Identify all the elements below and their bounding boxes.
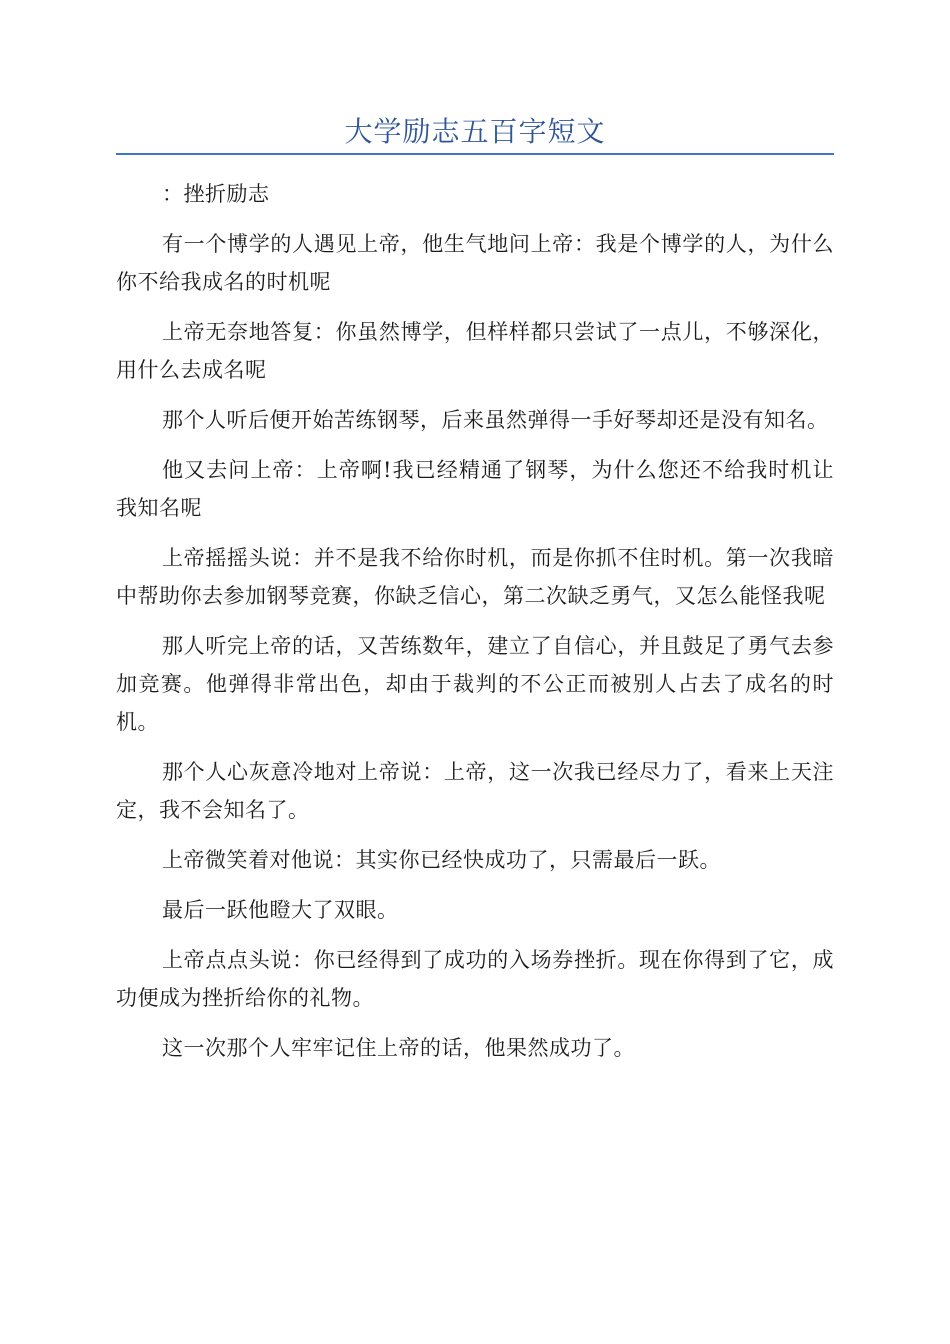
paragraph: 那人听完上帝的话，又苦练数年，建立了自信心，并且鼓足了勇气去参加竞赛。他弹得非常出色，却由于裁判的不公正而被别人占去了成名的时机。 (116, 634, 834, 734)
paragraph: 有一个博学的人遇见上帝，他生气地问上帝：我是个博学的人，为什么你不给我成名的时机呢 (116, 232, 834, 294)
paragraph-subtitle: ：挫折励志 (162, 182, 270, 206)
document-title: 大学励志五百字短文 (344, 115, 606, 148)
paragraph: 那个人心灰意冷地对上帝说：上帝，这一次我已经尽力了，看来上天注定，我不会知名了。 (116, 760, 834, 822)
paragraph: 上帝摇摇头说：并不是我不给你时机，而是你抓不住时机。第一次我暗中帮助你去参加钢琴竞赛，你缺乏信心，第二次缺乏勇气，又怎么能怪我呢 (116, 546, 834, 608)
document-body (116, 175, 834, 1079)
paragraph: 上帝点点头说：你已经得到了成功的入场券挫折。现在你得到了它，成功便成为挫折给你的礼物。 (116, 948, 834, 1010)
paragraph: 上帝无奈地答复：你虽然博学，但样样都只尝试了一点儿，不够深化，用什么去成名呢 (116, 320, 834, 382)
paragraph: 上帝微笑着对他说：其实你已经快成功了，只需最后一跃。 (162, 848, 721, 872)
title-underline (116, 153, 834, 155)
paragraph: 最后一跃他瞪大了双眼。 (162, 898, 399, 922)
paragraph: 这一次那个人牢牢记住上帝的话，他果然成功了。 (162, 1036, 635, 1060)
paragraph: 他又去问上帝：上帝啊!我已经精通了钢琴，为什么您还不给我时机让我知名呢 (116, 458, 834, 520)
paragraph: 那个人听后便开始苦练钢琴，后来虽然弹得一手好琴却还是没有知名。 (162, 408, 829, 432)
